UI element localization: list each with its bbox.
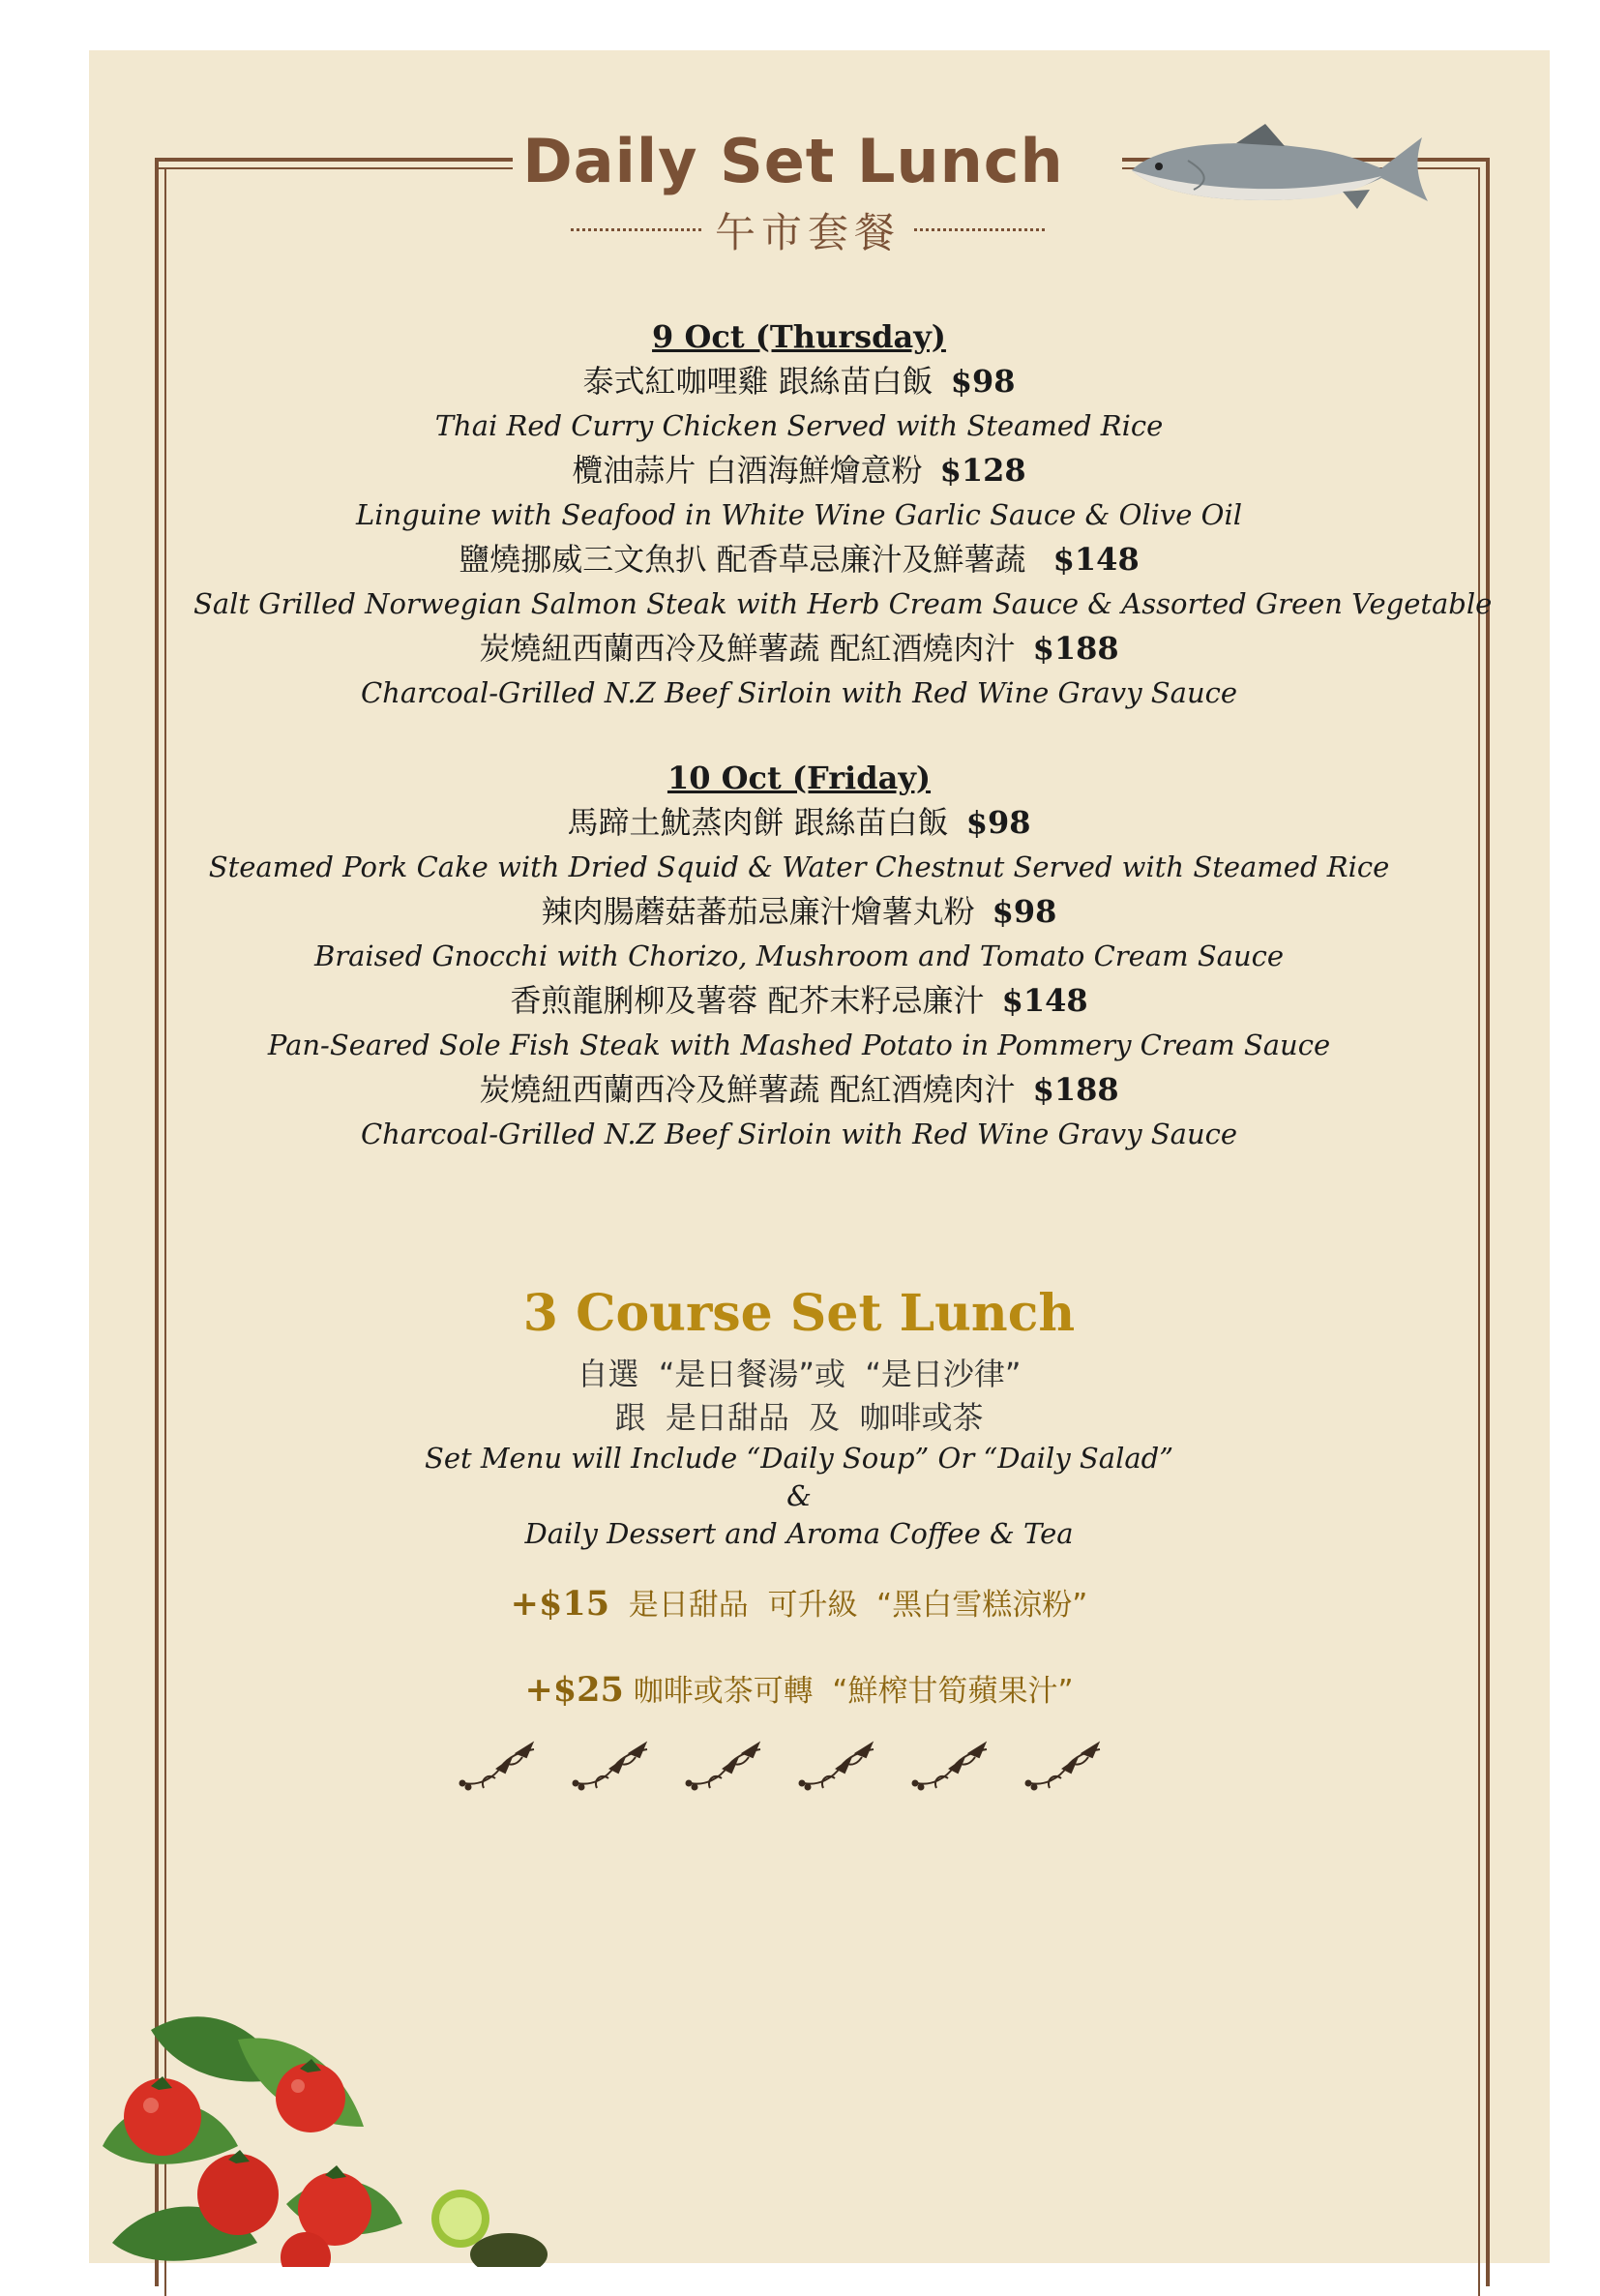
dish-zh-text: 欖油蒜片 白酒海鮮燴意粉 <box>572 452 923 489</box>
dotted-rule-right <box>914 228 1045 231</box>
dish-zh-text: 馬蹄土魷蒸肉餅 跟絲苗白飯 <box>567 804 949 841</box>
dish-name-zh <box>193 537 1405 581</box>
dish-price: $98 <box>965 804 1031 841</box>
dish-zh-text: 辣肉腸蘑菇蕃茄忌廉汁燴薯丸粉 <box>541 893 975 930</box>
vine-ornament <box>455 1740 1151 1798</box>
dish-name-en: Salt Grilled Norwegian Salmon Steak with Herb Cream Sauce & Assorted Green Vegetable <box>193 587 1493 620</box>
upgrade-option <box>193 1582 1405 1627</box>
header-rule-left-inner <box>155 167 513 169</box>
course-zh-line: 跟 是日甜品 及 咖啡或茶 <box>614 1399 984 1436</box>
dish-name-en: Thai Red Curry Chicken Served with Steamed Rice <box>434 409 1164 442</box>
dish-price: $148 <box>1052 541 1140 578</box>
dish-name-en: Charcoal-Grilled N.Z Beef Sirloin with Red Wine Gravy Sauce <box>360 676 1238 709</box>
dish-price: $98 <box>992 893 1057 930</box>
upgrade-text: 咖啡或茶可轉 “鮮榨甘筍蘋果汁” <box>623 1674 1074 1709</box>
page-subtitle <box>551 201 1064 259</box>
course-zh-line: 自選 “是日餐湯”或 “是日沙律” <box>577 1356 1022 1392</box>
dish-zh-text: 鹽燒挪威三文魚扒 配香草忌廉汁及鮮薯蔬 <box>459 541 1036 578</box>
day-heading: 9 Oct (Thursday) <box>652 318 946 355</box>
course-title: 3 Course Set Lunch <box>522 1284 1076 1343</box>
dish-name-zh <box>193 626 1405 671</box>
tomato-basil-lime-illustration <box>93 2001 548 2267</box>
header-rule-left <box>155 158 513 162</box>
dish-name-zh <box>193 889 1405 934</box>
dish-zh-text: 泰式紅咖哩雞 跟絲苗白飯 <box>582 363 933 400</box>
upgrade-amount: +$25 <box>524 1670 624 1710</box>
dish-name-zh <box>193 978 1405 1023</box>
dish-name-en: Steamed Pork Cake with Dried Squid & Water Chestnut Served with Steamed Rice <box>208 850 1390 883</box>
dish-name-en: Charcoal-Grilled N.Z Beef Sirloin with Red Wine Gravy Sauce <box>360 1118 1238 1150</box>
dish-price: $188 <box>1032 630 1119 667</box>
day-section <box>193 756 1405 1156</box>
dish-name-zh <box>193 800 1405 845</box>
upgrade-option <box>193 1668 1405 1714</box>
dish-name-en: Pan-Seared Sole Fish Steak with Mashed Potato in Pommery Cream Sauce <box>267 1029 1331 1061</box>
course-en-line: Daily Dessert and Aroma Coffee & Tea <box>524 1517 1074 1550</box>
upgrade-amount: +$15 <box>510 1584 610 1624</box>
dish-name-zh <box>193 1067 1405 1112</box>
dish-name-en: Linguine with Seafood in White Wine Garlic Sauce & Olive Oil <box>355 498 1242 531</box>
dish-name-zh <box>193 448 1405 492</box>
daily-menu <box>193 314 1493 1156</box>
page-subtitle-text: 午市套餐 <box>714 209 901 256</box>
course-en-line: Set Menu will Include “Daily Soup” Or “Daily Salad” <box>424 1442 1174 1475</box>
dish-name-en: Braised Gnocchi with Chorizo, Mushroom and Tomato Cream Sauce <box>313 939 1285 972</box>
dish-zh-text: 炭燒紐西蘭西冷及鮮薯蔬 配紅酒燒肉汁 <box>479 1071 1016 1108</box>
dish-name-zh <box>193 359 1405 403</box>
dish-zh-text: 炭燒紐西蘭西冷及鮮薯蔬 配紅酒燒肉汁 <box>479 630 1016 667</box>
three-course-section <box>193 1275 1405 1714</box>
dotted-rule-left <box>571 228 701 231</box>
course-en-line: & <box>786 1479 812 1512</box>
fish-illustration <box>1120 114 1439 221</box>
dish-price: $98 <box>950 363 1016 400</box>
dish-zh-text: 香煎龍脷柳及薯蓉 配芥末籽忌廉汁 <box>510 982 985 1019</box>
dish-price: $128 <box>939 452 1026 489</box>
day-section <box>193 314 1493 715</box>
day-heading: 10 Oct (Friday) <box>667 760 932 796</box>
upgrade-text: 是日甜品 可升級 “黑白雪糕涼粉” <box>609 1588 1088 1623</box>
dish-price: $148 <box>1001 982 1088 1019</box>
dish-price: $188 <box>1032 1071 1119 1108</box>
page-title: Daily Set Lunch <box>522 126 1064 196</box>
